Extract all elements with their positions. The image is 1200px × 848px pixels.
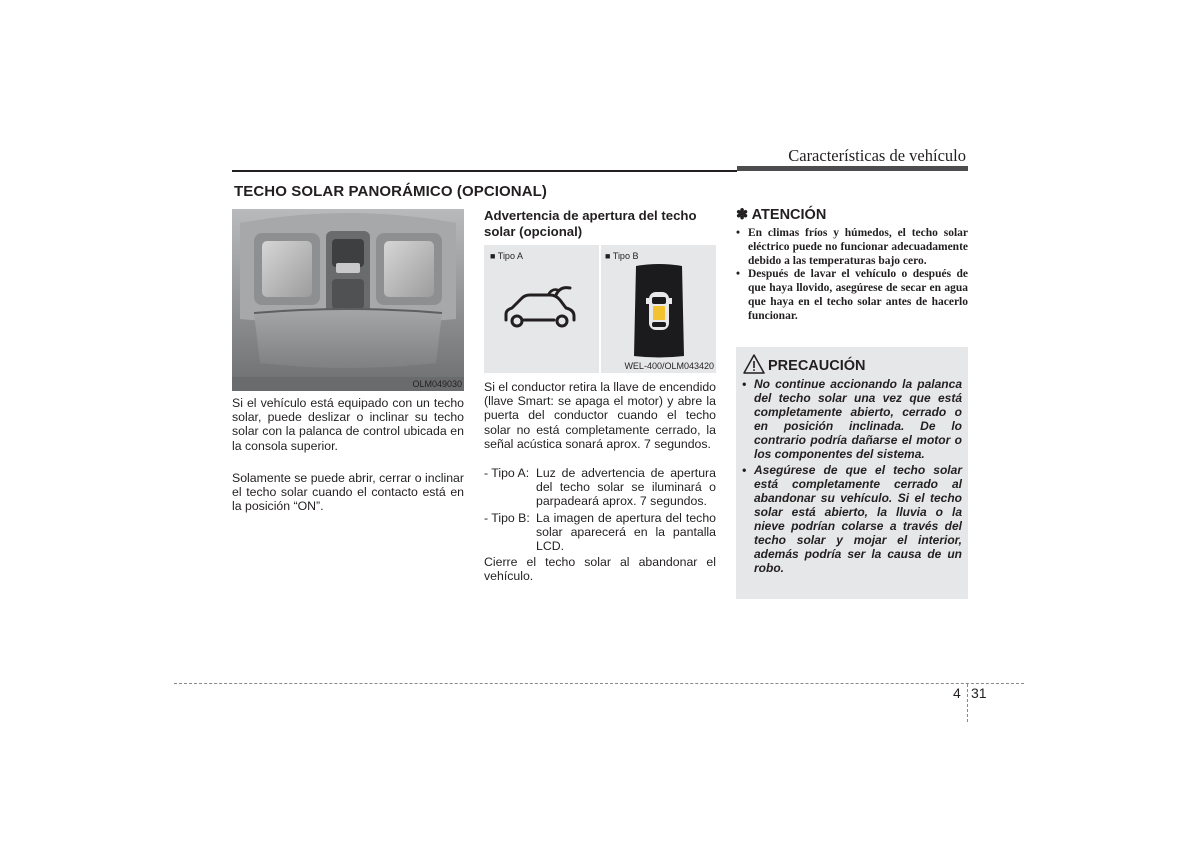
footer-rule	[174, 683, 1024, 684]
atencion-list	[736, 227, 968, 324]
figure-divider	[599, 245, 601, 373]
tipo-a-text: Luz de advertencia de apertura del techo solar se iluminará o parpadeará aprox. 7 segundos.	[536, 466, 716, 509]
running-header-title: Características de vehículo	[788, 146, 966, 165]
tipo-a-key: - Tipo A:	[484, 466, 530, 480]
bullet: •	[742, 463, 747, 477]
chapter-number: 4	[953, 685, 961, 701]
section-title: TECHO SOLAR PANORÁMICO (OPCIONAL)	[234, 183, 548, 200]
precaucion-item-text: No continue accionando la palanca del techo solar una vez que está completamente abierto, cerrado o en posición inclinada. De lo contrario podría dañarse el motor o los componentes del sistema.	[754, 377, 962, 461]
tipo-a-item	[484, 466, 716, 509]
lcd-display-sunroof-icon	[632, 264, 686, 358]
overhead-console-photo	[232, 209, 464, 391]
figure-label-tipo-a: ■ Tipo A	[490, 251, 523, 261]
tipo-b-text: La imagen de apertura del techo solar aparecerá en la pantalla LCD.	[536, 511, 716, 554]
tipo-b-item	[484, 511, 716, 554]
warning-triangle-icon	[743, 354, 765, 374]
tipo-b-key: - Tipo B:	[484, 511, 530, 525]
atencion-item	[736, 227, 968, 268]
header-rule-accent	[737, 166, 968, 171]
paragraph: Si el vehículo está equipado con un techo solar, puede deslizar o inclinar su techo solar con la palanca de control ubicada en la consola superior.	[232, 396, 464, 453]
atencion-item-text: En climas fríos y húmedos, el techo solar eléctrico puede no funcionar adecuadamente debido a las temperaturas bajo cero.	[748, 227, 968, 267]
photo-code: OLM049030	[412, 379, 462, 389]
header-rule	[232, 170, 737, 172]
precaucion-list	[742, 377, 962, 577]
sunroof-open-warning-icon	[500, 284, 580, 334]
paragraph: Solamente se puede abrir, cerrar o inclinar el techo solar cuando el contacto está en la posición “ON”.	[232, 471, 464, 514]
figure-label-tipo-b: ■ Tipo B	[605, 251, 639, 261]
bullet: •	[736, 268, 741, 281]
figure-code: WEL-400/OLM043420	[624, 361, 714, 371]
paragraph: Si el conductor retira la llave de encendido (llave Smart: se apaga el motor) y abre la puerta del conductor cuando el techo solar no está completamente cerrado, la señal acústica sonará aprox. 7 segundos.	[484, 380, 716, 451]
precaucion-item-text: Asegúrese de que el techo solar está completamente cerrado al abandonar su vehículo. Si el techo solar está abierto, la lluvia o la nieve podrían colarse a través del techo solar y mojar el interior, además podría ser la causa de un robo.	[754, 463, 962, 575]
atencion-item-text: Después de lavar el vehículo o después de que haya llovido, asegúrese de secar en agua que haya en el techo solar antes de hacerlo funcionar.	[748, 268, 968, 322]
precaucion-heading: PRECAUCIÓN	[768, 358, 866, 374]
page-number: 31	[971, 685, 987, 701]
precaucion-item	[742, 463, 962, 575]
precaucion-item	[742, 377, 962, 461]
atencion-heading: ✽ ATENCIÓN	[736, 207, 827, 223]
bullet: •	[736, 227, 741, 239]
paragraph: Cierre el techo solar al abandonar el vehículo.	[484, 555, 716, 584]
bullet: •	[742, 377, 747, 391]
atencion-item	[736, 268, 968, 323]
footer-divider	[967, 684, 968, 722]
sub-heading: Advertencia de apertura del techo solar (opcional)	[484, 208, 697, 239]
